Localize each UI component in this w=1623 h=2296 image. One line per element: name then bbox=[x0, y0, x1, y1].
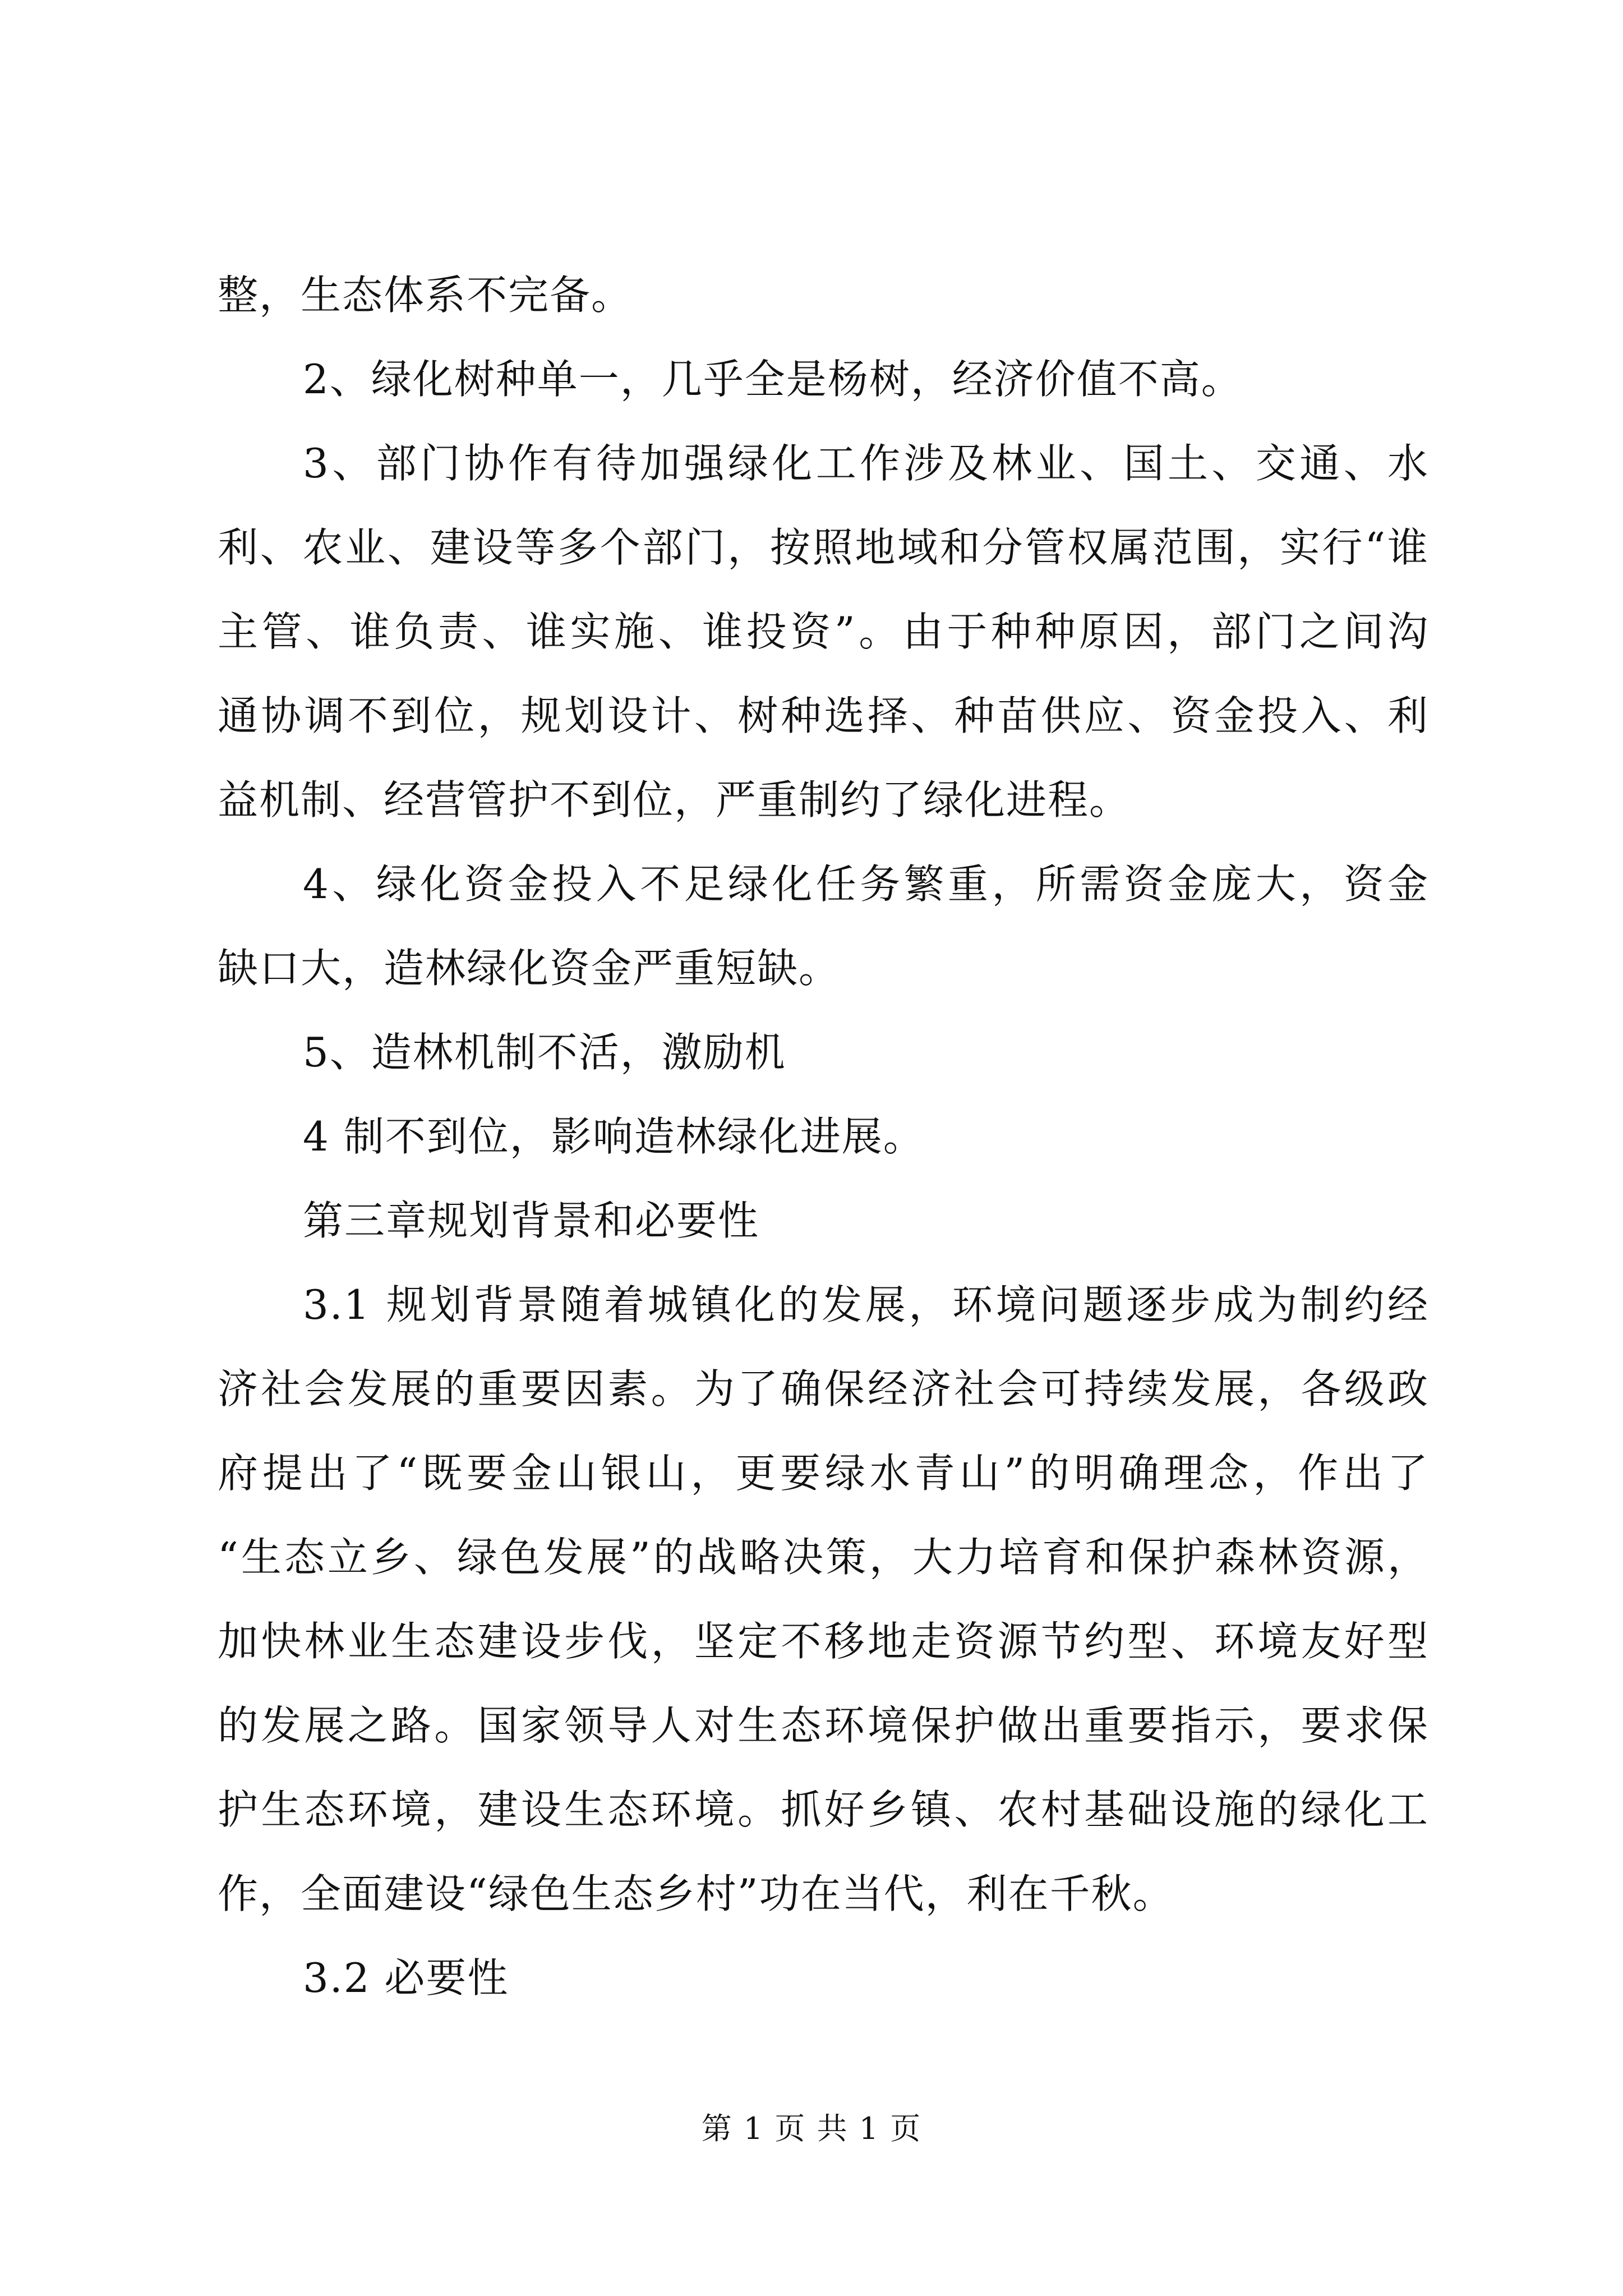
page-footer: 第 1 页 共 1 页 bbox=[701, 2111, 922, 2146]
text-line: 3、部门协作有待加强绿化工作涉及林业、国土、交通、水 bbox=[303, 440, 1429, 487]
text-line: 益机制、经营管护不到位，严重制约了绿化进程。 bbox=[218, 776, 1131, 823]
text-line: 4 制不到位，影响造林绿化进展。 bbox=[303, 1113, 925, 1160]
text-line: “生态立乡、绿色发展”的战略决策，大力培育和保护森林资源， bbox=[218, 1534, 1429, 1581]
subsection-heading: 3.2 必要性 bbox=[303, 1954, 509, 2001]
section-heading: 第三章规划背景和必要性 bbox=[303, 1197, 760, 1244]
text-line: 作，全面建设“绿色生态乡村”功在当代，利在千秋。 bbox=[218, 1870, 1174, 1917]
text-line: 府提出了“既要金山银山，更要绿水青山”的明确理念，作出了 bbox=[218, 1450, 1429, 1497]
text-line: 2、绿化树种单一，几乎全是杨树，经济价值不高。 bbox=[303, 356, 1243, 403]
text-line: 主管、谁负责、谁实施、谁投资”。由于种种原因，部门之间沟 bbox=[218, 608, 1429, 655]
text-line: 通协调不到位，规划设计、树种选择、种苗供应、资金投入、利 bbox=[218, 692, 1429, 739]
text-line: 利、农业、建设等多个部门，按照地域和分管权属范围，实行“谁 bbox=[218, 524, 1429, 571]
text-line: 护生态环境，建设生态环境。抓好乡镇、农村基础设施的绿化工 bbox=[218, 1786, 1429, 1833]
text-line: 整，生态体系不完备。 bbox=[218, 272, 633, 319]
text-line: 加快林业生态建设步伐，坚定不移地走资源节约型、环境友好型 bbox=[218, 1618, 1429, 1665]
text-line: 3.1 规划背景随着城镇化的发展，环境问题逐步成为制约经 bbox=[303, 1281, 1429, 1328]
text-line: 4、绿化资金投入不足绿化任务繁重，所需资金庞大，资金 bbox=[303, 861, 1429, 908]
text-line: 缺口大，造林绿化资金严重短缺。 bbox=[218, 945, 841, 992]
text-line: 5、造林机制不活，激励机 bbox=[303, 1029, 786, 1076]
text-line: 济社会发展的重要因素。为了确保经济社会可持续发展，各级政 bbox=[218, 1365, 1429, 1412]
text-line: 的发展之路。国家领导人对生态环境保护做出重要指示，要求保 bbox=[218, 1702, 1429, 1749]
